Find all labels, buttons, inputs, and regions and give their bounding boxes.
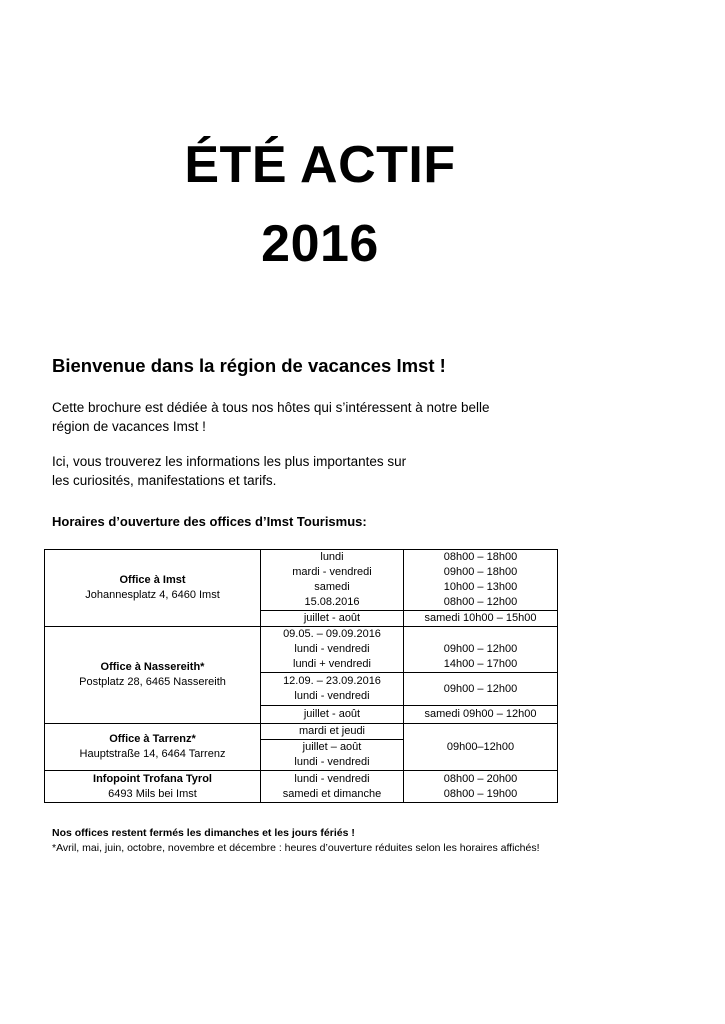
footnote: *Avril, mai, juin, octobre, novembre et décembre : heures d’ouverture réduites selon les horaires affichés!: [52, 842, 540, 854]
time-value: 08h00 – 20h00: [443, 772, 518, 785]
office-name: Office à Imst: [119, 574, 186, 586]
day-label: mardi - vendredi: [292, 566, 372, 578]
day-label: lundi + vendredi: [293, 658, 371, 670]
days-cell: [261, 550, 404, 611]
office-address: Johannesplatz 4, 6460 Imst: [85, 589, 220, 601]
day-label: juillet - août: [261, 611, 404, 627]
office-name: Infopoint Trofana Tyrol: [93, 772, 212, 785]
intro-paragraph-1: [52, 398, 490, 436]
intro-line: Ici, vous trouverez les informations les plus importantes sur: [52, 454, 407, 469]
time-value: 09h00 – 12h00: [443, 643, 518, 655]
day-label: lundi - vendredi: [294, 772, 370, 785]
page-title: ÉTÉ ACTIF: [184, 136, 456, 194]
table-row: [45, 627, 558, 673]
times-cell: [404, 771, 558, 803]
table-row: [45, 771, 558, 803]
day-label: lundi: [320, 551, 344, 563]
time-value: samedi 10h00 – 15h00: [404, 611, 558, 627]
days-cell: [261, 627, 404, 673]
day-label: lundi - vendredi: [294, 756, 370, 768]
times-cell: [404, 550, 558, 611]
intro-line: les curiosités, manifestations et tarifs.: [52, 473, 277, 488]
day-label: lundi - vendredi: [294, 690, 370, 702]
time-value: 08h00 – 19h00: [443, 787, 518, 800]
office-cell: [45, 550, 261, 627]
days-cell: [261, 673, 404, 706]
time-value: 10h00 – 13h00: [443, 581, 518, 593]
day-label: samedi: [314, 581, 350, 593]
office-address: Postplatz 28, 6465 Nassereith: [79, 676, 226, 688]
page-title-year: 2016: [261, 215, 379, 273]
period-label: 12.09. – 23.09.2016: [283, 675, 381, 687]
office-cell: [45, 771, 261, 803]
day-label: mardi et jeudi: [261, 724, 404, 740]
office-cell: [45, 627, 261, 724]
time-value: 09h00 – 18h00: [443, 566, 518, 578]
time-value: 09h00 – 12h00: [404, 673, 558, 706]
time-value: 09h00–12h00: [404, 724, 558, 771]
table-row: [45, 550, 558, 611]
time-value: 08h00 – 12h00: [443, 596, 518, 608]
intro-line: Cette brochure est dédiée à tous nos hôtes qui s’intéressent à notre belle: [52, 400, 490, 415]
period-label: 09.05. – 09.09.2016: [283, 628, 381, 640]
day-label: juillet – août: [302, 741, 362, 753]
table-row: [45, 724, 558, 740]
intro-paragraph-2: [52, 452, 406, 490]
times-cell: [404, 627, 558, 673]
opening-hours-table: [44, 549, 558, 803]
office-name: Office à Tarrenz*: [109, 733, 196, 745]
intro-line: région de vacances Imst !: [52, 419, 206, 434]
day-label: lundi - vendredi: [294, 643, 370, 655]
day-label: juillet - août: [261, 706, 404, 724]
welcome-heading: Bienvenue dans la région de vacances Imst !: [52, 355, 446, 376]
time-value: 08h00 – 18h00: [443, 551, 518, 563]
office-address: Hauptstraße 14, 6464 Tarrenz: [79, 748, 226, 760]
closed-note: Nos offices restent fermés les dimanches et les jours fériés !: [52, 827, 355, 839]
day-label: 15.08.2016: [304, 596, 360, 608]
office-address: 6493 Mils bei Imst: [108, 787, 197, 800]
time-value: 14h00 – 17h00: [443, 658, 518, 670]
notes: [52, 826, 540, 856]
day-label: samedi et dimanche: [282, 787, 382, 800]
office-cell: [45, 724, 261, 771]
days-cell: [261, 740, 404, 771]
time-value: samedi 09h00 – 12h00: [404, 706, 558, 724]
days-cell: [261, 771, 404, 803]
office-name: Office à Nassereith*: [100, 661, 205, 673]
hours-heading: Horaires d’ouverture des offices d’Imst Tourismus:: [52, 514, 367, 529]
